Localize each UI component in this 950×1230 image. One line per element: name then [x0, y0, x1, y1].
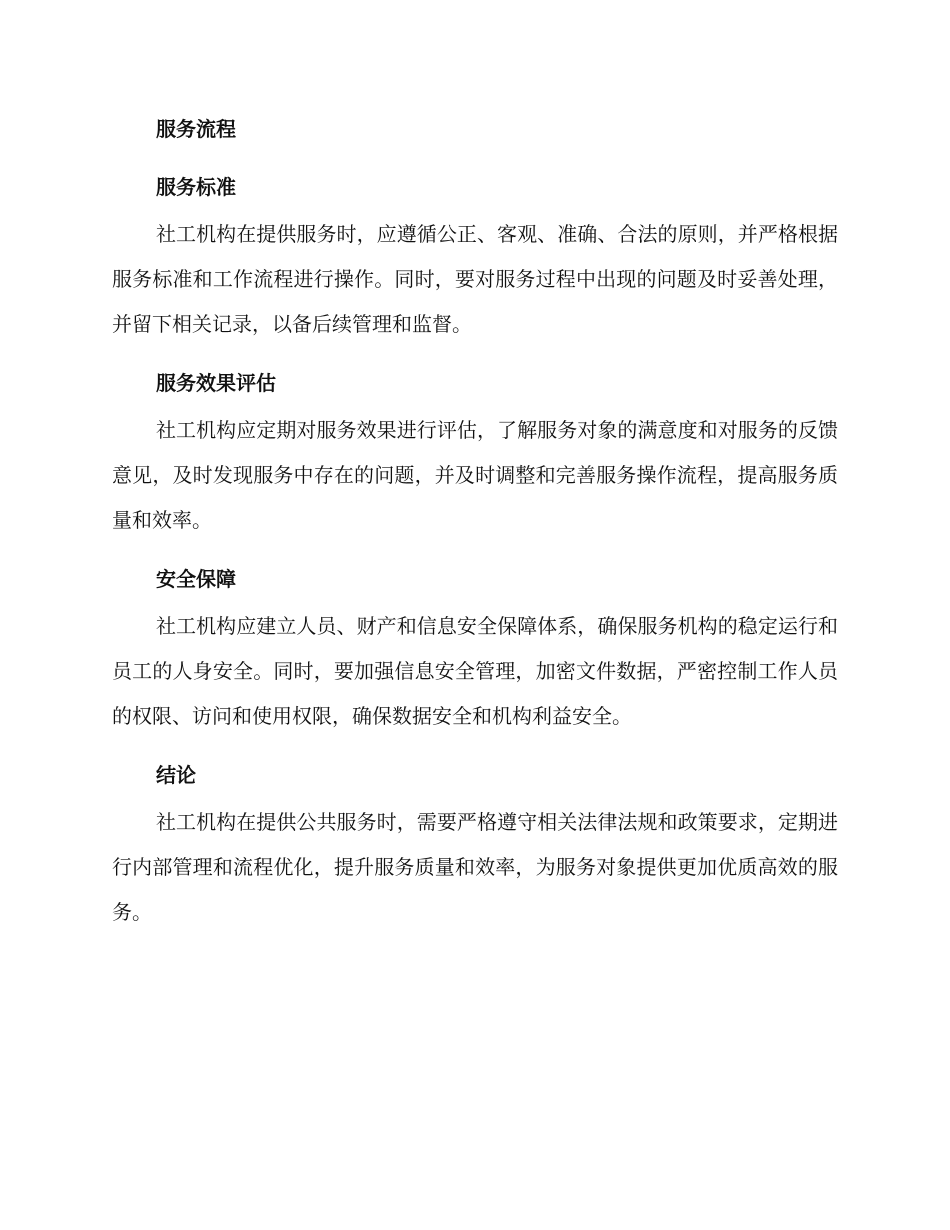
- section-paragraph-service-evaluation: 社工机构应定期对服务效果进行评估，了解服务对象的满意度和对服务的反馈意见，及时发现服务中存在的问题，并及时调整和完善服务操作流程，提高服务质量和效率。: [112, 418, 838, 532]
- section-heading-service-evaluation: 服务效果评估: [156, 371, 276, 395]
- section-heading-service-process: 服务流程: [156, 117, 236, 141]
- section-paragraph-conclusion: 社工机构在提供公共服务时，需要严格遵守相关法律法规和政策要求，定期进行内部管理和流程优化，提升服务质量和效率，为服务对象提供更加优质高效的服务。: [112, 810, 838, 924]
- section-heading-service-standards: 服务标准: [156, 175, 236, 199]
- section-heading-conclusion: 结论: [156, 763, 196, 787]
- section-heading-security: 安全保障: [156, 567, 236, 591]
- section-paragraph-service-standards: 社工机构在提供服务时，应遵循公正、客观、准确、合法的原则，并严格根据服务标准和工作流程进行操作。同时，要对服务过程中出现的问题及时妥善处理，并留下相关记录，以备后续管理和监督。: [112, 222, 838, 336]
- section-paragraph-security: 社工机构应建立人员、财产和信息安全保障体系，确保服务机构的稳定运行和员工的人身安全。同时，要加强信息安全管理，加密文件数据，严密控制工作人员的权限、访问和使用权限，确保数据安全和机构利益安全。: [112, 614, 838, 728]
